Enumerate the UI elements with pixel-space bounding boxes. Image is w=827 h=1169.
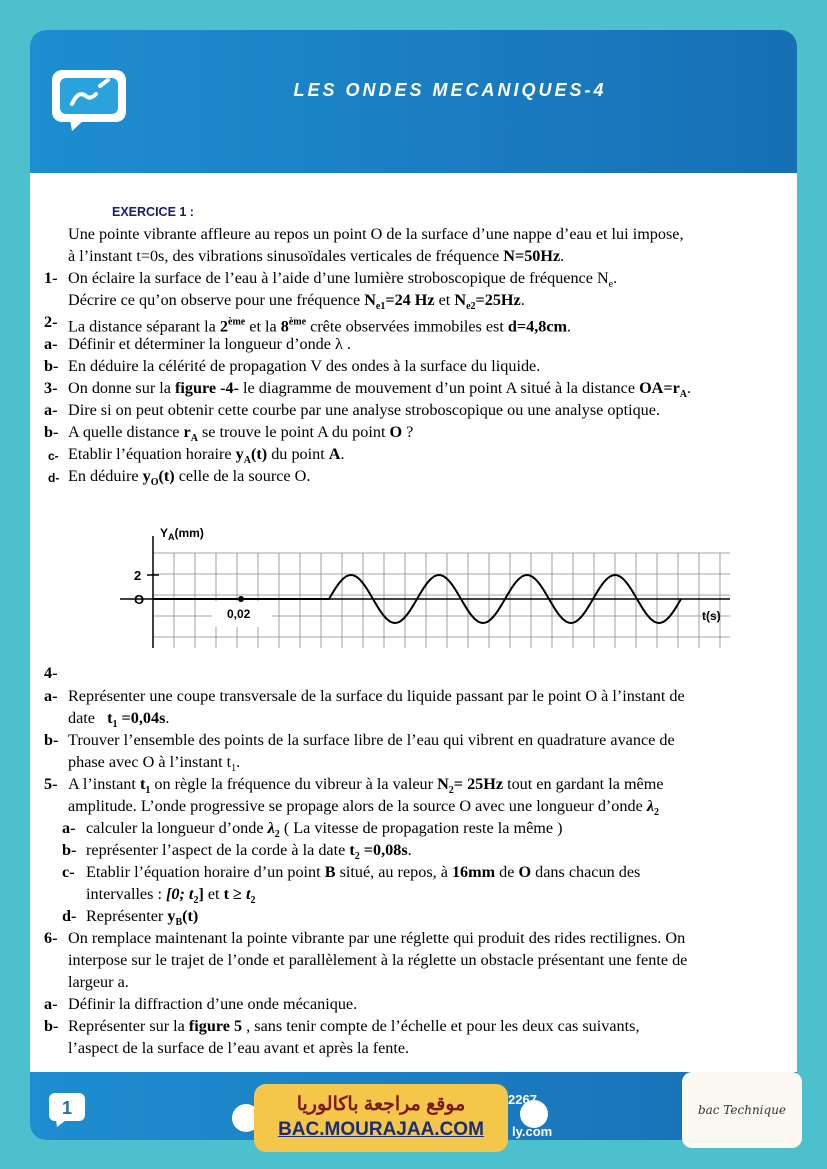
- footer-url: ly.com: [512, 1124, 553, 1139]
- q6-label: 6-: [44, 929, 58, 947]
- y-tick-label: 2: [134, 568, 142, 583]
- q4b-line-1: Trouver l’ensemble des points de la surface libre de l’eau qui vibrent en quadrature avance de: [68, 731, 675, 749]
- figure-4-chart: [90, 520, 740, 660]
- q6b-line-2: l’aspect de la surface de l’eau avant et après la fente.: [68, 1039, 410, 1057]
- page: [30, 30, 797, 1140]
- q2a-line: Définir et déterminer la longueur d’onde λ .: [68, 335, 351, 353]
- q3c-label: c-: [48, 449, 59, 463]
- chat-logo-icon: [50, 68, 128, 132]
- q1-line-1: On éclaire la surface de l’eau à l’aide d’une lumière stroboscopique de fréquence $N_e$.: [68, 269, 618, 291]
- q5c-line-1: Etablir l’équation horaire d’un point B situé, au repos, à 16mm de O dans chacun des: [86, 863, 641, 881]
- q4b-label: b-: [44, 731, 59, 749]
- intro-line-1: Une pointe vibrante affleure au repos un point O de la surface d’une nappe d’eau et lui impose,: [68, 225, 684, 243]
- q2-line: La distance séparant la 2ème et la 8ème crête observées immobiles est d=4,8cm.: [68, 317, 572, 336]
- intro-line-2: à l’instant t=0s, des vibrations sinusoïdales verticales de fréquence N=50Hz.: [68, 247, 565, 265]
- q5-line-2: amplitude. L’onde progressive se propage alors de la source O avec une longueur d’onde $\lambda_2$: [68, 797, 660, 819]
- q4-label: 4-: [44, 664, 58, 682]
- page-number-badge: [48, 1092, 86, 1128]
- header-banner: [30, 30, 797, 173]
- stamp-url: BAC.MOURAJAA.COM: [278, 1119, 484, 1140]
- q1-line-2: Décrire ce qu’on observe pour une fréquence $N_{e1}=24$ Hz et $N_{e2}=25Hz$.: [68, 291, 525, 313]
- q3b-label: b-: [44, 423, 59, 441]
- footer-phone: 2267: [508, 1092, 537, 1107]
- q6-line-2: interpose sur le trajet de l’onde et parallèlement à la réglette un obstacle présentant une fente de: [68, 951, 688, 969]
- q4a-line-1: Représenter une coupe transversale de la surface du liquide passant par le point O à l’instant de: [68, 687, 685, 705]
- x-axis-label: t(s): [702, 609, 721, 623]
- q5c-line-2: intervalles : [0; $t_2$] et $t \ge t_2$: [86, 885, 256, 907]
- q4b-line-2: phase avec O à l’instant $t_1$.: [68, 753, 241, 775]
- exercise-title: EXERCICE 1 :: [112, 205, 194, 219]
- brand-logo: bac Technique: [682, 1072, 802, 1148]
- stamp-arabic-text: موقع مراجعة باكالوريا: [296, 1094, 466, 1115]
- q3d-line: En déduire $y_O(t)$ celle de la source O.: [68, 467, 311, 489]
- x-tick-marker: [238, 596, 244, 602]
- q2-label: 2-: [44, 313, 58, 331]
- q1-label: 1-: [44, 269, 58, 287]
- q5a-label: a-: [62, 819, 76, 837]
- q3a-line: Dire si on peut obtenir cette courbe par une analyse stroboscopique ou une analyse optique.: [68, 401, 661, 419]
- q5d-line: Représenter $y_B(t)$: [86, 907, 199, 929]
- x-tick-label: 0,02: [227, 607, 251, 621]
- page-title: LES ONDES MECANIQUES-4: [293, 80, 607, 100]
- q6a-label: a-: [44, 995, 58, 1013]
- watermark-stamp[interactable]: [254, 1084, 508, 1152]
- q2a-label: a-: [44, 335, 58, 353]
- q5a-line: calculer la longueur d’onde $\lambda_2$ ( La vitesse de propagation reste la même ): [86, 819, 563, 841]
- q6-line-1: On remplace maintenant la pointe vibrante par une réglette qui produit des rides rectilignes. On: [68, 929, 686, 947]
- q5-label: 5-: [44, 775, 58, 793]
- q5c-label: c-: [62, 863, 75, 881]
- origin-label: O: [134, 592, 145, 607]
- q6a-line: Définir la diffraction d’une onde mécanique.: [68, 995, 358, 1013]
- q4a-label: a-: [44, 687, 58, 705]
- q3c-line: Etablir l’équation horaire $y_A(t)$ du point A.: [68, 445, 345, 467]
- q6b-label: b-: [44, 1017, 59, 1035]
- q5b-line: représenter l’aspect de la corde à la date $t_2 =0,08s$.: [86, 841, 412, 863]
- q2b-label: b-: [44, 357, 59, 375]
- q3a-label: a-: [44, 401, 58, 419]
- q6b-line-1: Représenter sur la figure 5 , sans tenir compte de l’échelle et pour les deux cas suivants,: [68, 1017, 640, 1035]
- y-axis-label: $Y_A(mm)$: [160, 526, 204, 542]
- q4a-line-2: date $t_1 =0,04s$.: [68, 709, 170, 731]
- page-number: 1: [61, 1098, 73, 1118]
- q3-label: 3-: [44, 379, 58, 397]
- chart-grid: [147, 553, 730, 648]
- q5d-label: d-: [62, 907, 77, 925]
- q2b-line: En déduire la célérité de propagation V des ondes à la surface du liquide.: [68, 357, 541, 375]
- q6-line-3: largeur a.: [68, 973, 129, 991]
- q5b-label: b-: [62, 841, 77, 859]
- q3-line: On donne sur la figure -4- le diagramme de mouvement d’un point A situé à la distance $OA=r_A$.: [68, 379, 692, 401]
- q3d-label: d-: [48, 471, 60, 485]
- q3b-line: A quelle distance $r_A$ se trouve le point A du point O ?: [68, 423, 414, 445]
- q5-line-1: A l’instant $t_1$ on règle la fréquence du vibreur à la valeur $N_2= 25Hz$ tout en gardant la même: [68, 775, 664, 797]
